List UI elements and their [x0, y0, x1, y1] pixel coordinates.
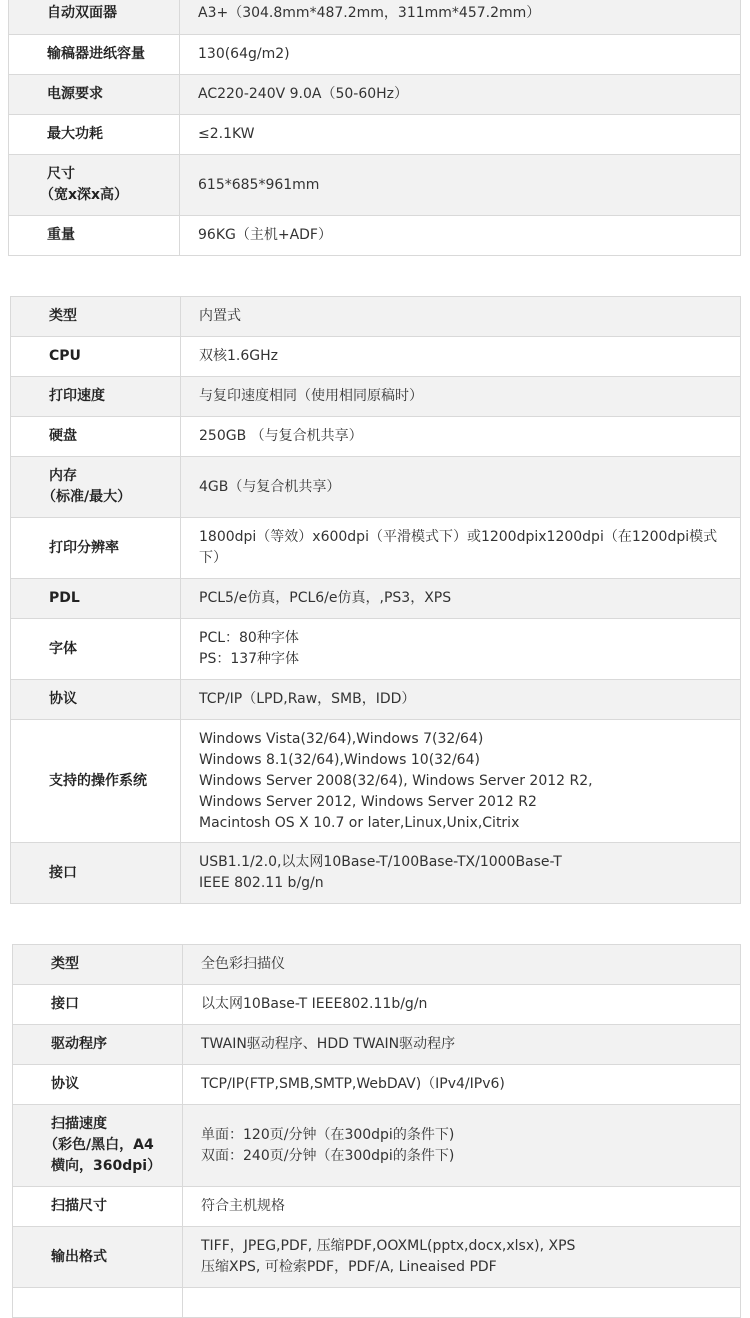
spec-row: [11, 457, 741, 518]
spec-value: [183, 945, 741, 985]
spec-value: [180, 35, 741, 75]
spec-table-printer: [10, 296, 741, 904]
spec-value-text: USB1.1/2.0,以太网10Base-T/100Base-TX/1000Base-T: [199, 854, 562, 870]
spec-label-text: 接口: [49, 864, 77, 881]
spec-label: [11, 297, 181, 337]
spec-label-text: 协议: [51, 1076, 79, 1092]
spec-label-text: （标准/最大）: [42, 489, 132, 505]
spec-value: [180, 216, 741, 256]
spec-label: [11, 720, 181, 843]
spec-row: [11, 619, 741, 680]
spec-label-text: 重量: [47, 227, 75, 243]
spec-label: [11, 619, 181, 680]
spec-value: [183, 985, 741, 1025]
spec-label-text: 驱动程序: [51, 1036, 107, 1052]
spec-value-text: Windows Vista(32/64),Windows 7(32/64): [199, 730, 484, 747]
spec-value: [180, 155, 741, 216]
spec-value-text: 以太网10Base-T IEEE802.11b/g/n: [201, 996, 428, 1012]
spec-row: [9, 155, 741, 216]
spec-label: [13, 1025, 183, 1065]
spec-row: [13, 945, 741, 985]
spec-value-text: PCL5/e仿真，PCL6/e仿真，,PS3，XPS: [199, 590, 452, 606]
spec-row: [13, 1288, 741, 1318]
spec-value: [181, 457, 741, 518]
spec-value: [183, 1187, 741, 1227]
spec-row: [9, 75, 741, 115]
spec-label: [11, 377, 181, 417]
spec-label-text: 扫描尺寸: [51, 1198, 107, 1214]
spec-label: [9, 35, 180, 75]
spec-value-text: IEEE 802.11 b/g/n: [199, 875, 324, 891]
spec-value-text: 96KG（主机+ADF）: [198, 227, 332, 243]
spec-value-text: PS：137种字体: [199, 651, 300, 667]
spec-label: [11, 843, 181, 904]
spec-value-text: TWAIN驱动程序、HDD TWAIN驱动程序: [201, 1036, 456, 1052]
spec-value: [183, 1025, 741, 1065]
spec-value: [180, 75, 741, 115]
spec-label-text: 内存: [49, 468, 77, 484]
spec-value-text: TCP/IP(FTP,SMB,SMTP,WebDAV)（IPv4/IPv6): [201, 1076, 505, 1092]
spec-value-text: 1800dpi（等效）x600dpi（平滑模式下）或1200dpix1200dpi（在1200dpi模式下）: [199, 529, 718, 566]
spec-value: [181, 417, 741, 457]
spec-table-scanner: [12, 944, 741, 1318]
spec-value-text: 250GB （与复合机共享）: [199, 428, 363, 444]
spec-row: [11, 417, 741, 457]
spec-label-text: 类型: [49, 308, 77, 324]
spec-label-text: 打印速度: [49, 388, 105, 404]
spec-label-text: CPU: [49, 348, 81, 364]
spec-value-text: 单面：120页/分钟（在300dpi的条件下): [201, 1126, 455, 1143]
spec-value-text: 符合主机规格: [201, 1198, 285, 1214]
spec-label: [13, 1187, 183, 1227]
spec-label-text: （宽x深x高）: [40, 187, 129, 203]
spec-label: [13, 1105, 183, 1187]
spec-value: [181, 720, 741, 843]
spec-value: [183, 1065, 741, 1105]
spec-value: [180, 0, 741, 35]
spec-label: [9, 75, 180, 115]
spec-label-text: 尺寸: [47, 166, 75, 182]
spec-row: [11, 720, 741, 843]
spec-value-text: TIFF，JPEG,PDF, 压缩PDF,OOXML(pptx,docx,xlsx), XPS: [201, 1238, 576, 1254]
spec-row: [9, 216, 741, 256]
spec-value-text: 与复印速度相同（使用相同原稿时）: [199, 388, 423, 404]
spec-value-text: Windows Server 2008(32/64), Windows Server 2012 R2,: [199, 772, 593, 789]
spec-label-text: 电源要求: [47, 86, 103, 102]
spec-row: [13, 1227, 741, 1288]
spec-row: [11, 579, 741, 619]
spec-value: [183, 1288, 741, 1318]
spec-value-text: Windows 8.1(32/64),Windows 10(32/64): [199, 751, 480, 768]
spec-label: [11, 518, 181, 579]
spec-label-text: 输稿器进纸容量: [47, 46, 145, 62]
spec-value-text: ≤2.1KW: [198, 126, 255, 142]
spec-label: [9, 115, 180, 155]
spec-value-text: Windows Server 2012, Windows Server 2012 R2: [199, 793, 537, 810]
spec-label: [13, 945, 183, 985]
spec-label-text: PDL: [49, 590, 80, 606]
spec-value: [181, 843, 741, 904]
spec-value: [181, 619, 741, 680]
spec-row: [11, 843, 741, 904]
spec-value: [183, 1227, 741, 1288]
spec-row: [9, 35, 741, 75]
spec-row: [13, 985, 741, 1025]
spec-label: [9, 216, 180, 256]
spec-row: [11, 377, 741, 417]
spec-label: [13, 1288, 183, 1318]
spec-label-text: 扫描速度: [51, 1116, 107, 1132]
spec-value-text: AC220-240V 9.0A（50-60Hz）: [198, 86, 409, 102]
spec-table-general: [8, 0, 741, 256]
spec-row: [11, 680, 741, 720]
spec-label: [11, 680, 181, 720]
spec-value-text: 615*685*961mm: [198, 176, 320, 193]
spec-value-text: 130(64g/m2): [198, 46, 290, 62]
spec-label: [13, 1065, 183, 1105]
spec-row: [9, 115, 741, 155]
spec-value-text: 全色彩扫描仪: [201, 956, 285, 972]
spec-label: [13, 1227, 183, 1288]
spec-value: [181, 297, 741, 337]
spec-value-text: Macintosh OS X 10.7 or later,Linux,Unix,Citrix: [199, 814, 520, 831]
spec-label: [11, 457, 181, 518]
spec-value: [183, 1105, 741, 1187]
spec-label-text: 支持的操作系统: [49, 772, 147, 789]
spec-value-text: PCL：80种字体: [199, 630, 299, 646]
spec-row: [13, 1025, 741, 1065]
spec-label: [9, 0, 180, 35]
spec-label: [11, 579, 181, 619]
spec-label-text: （彩色/黑白，A4: [44, 1137, 154, 1153]
spec-row: [11, 297, 741, 337]
spec-value-text: A3+（304.8mm*487.2mm，311mm*457.2mm）: [198, 5, 541, 21]
spec-row: [11, 518, 741, 579]
spec-label-text: 类型: [51, 956, 79, 972]
spec-label-text: 输出格式: [51, 1248, 107, 1265]
spec-value: [181, 377, 741, 417]
spec-row: [13, 1105, 741, 1187]
spec-row: [11, 337, 741, 377]
spec-value-text: 双面：240页/分钟（在300dpi的条件下): [201, 1147, 455, 1164]
spec-value: [181, 579, 741, 619]
spec-label-text: 字体: [49, 640, 77, 657]
spec-label-text: 最大功耗: [47, 126, 103, 142]
spec-row: [13, 1065, 741, 1105]
spec-label: [11, 337, 181, 377]
spec-value: [180, 115, 741, 155]
spec-value: [181, 518, 741, 579]
spec-label-text: 打印分辨率: [49, 539, 119, 556]
spec-value-text: 双核1.6GHz: [199, 348, 278, 364]
spec-row: [9, 0, 741, 35]
spec-label-text: 硬盘: [49, 428, 77, 444]
spec-value-text: 内置式: [199, 308, 241, 324]
spec-label-text: 横向，360dpi）: [51, 1158, 162, 1174]
spec-row: [13, 1187, 741, 1227]
spec-label-text: 接口: [51, 996, 79, 1012]
spec-value-text: 4GB（与复合机共享）: [199, 478, 341, 495]
spec-label: [11, 417, 181, 457]
spec-value: [181, 680, 741, 720]
spec-label-text: 协议: [49, 691, 77, 707]
spec-value-text: TCP/IP（LPD,Raw，SMB，IDD）: [199, 691, 416, 707]
spec-label-text: 自动双面器: [47, 5, 117, 21]
spec-label: [9, 155, 180, 216]
spec-value: [181, 337, 741, 377]
spec-value-text: 压缩XPS, 可检索PDF，PDF/A, Lineaised PDF: [201, 1259, 497, 1275]
spec-label: [13, 985, 183, 1025]
